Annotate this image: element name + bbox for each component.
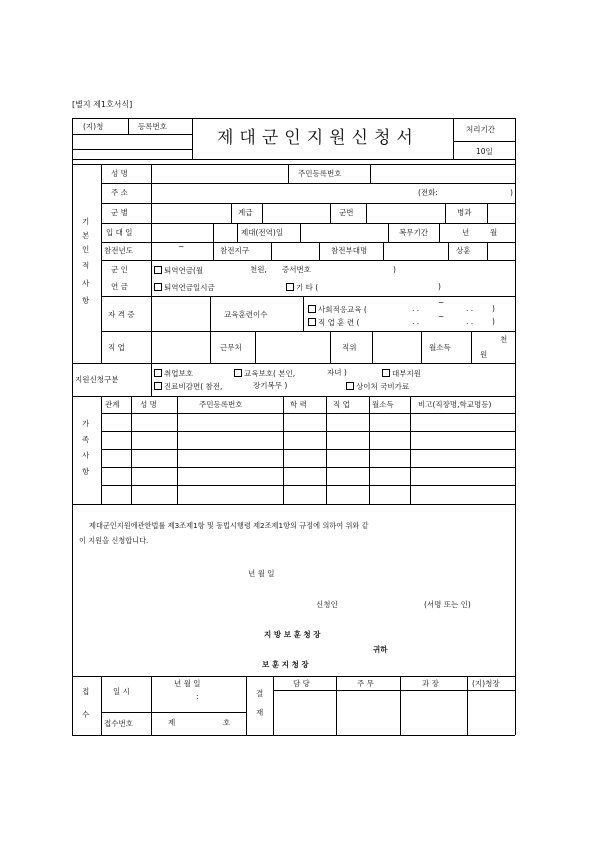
proc-period-value: 10일 <box>476 147 493 156</box>
basic-section-char: 적 <box>82 261 90 270</box>
receipt-colon: : <box>196 692 199 701</box>
receipt-no-label: 접수번호 <box>104 719 133 728</box>
workplace-label: 근무처 <box>220 343 242 352</box>
pension-label: 군 인 <box>111 265 128 274</box>
pension-label: 연 금 <box>111 282 128 291</box>
edu-opt1-dash: ~ <box>438 298 445 307</box>
branch-label: 군 별 <box>111 208 128 217</box>
position-label: 직위 <box>342 343 357 352</box>
checkbox-icon[interactable] <box>382 369 390 377</box>
family-col-header: 학 력 <box>290 400 307 409</box>
edu-opt2-dots: . . <box>466 317 474 326</box>
recipient-label: 보 훈 지 청 장 <box>262 660 309 669</box>
family-section-char: 족 <box>82 435 90 444</box>
family-section-char: 항 <box>82 467 90 476</box>
page-title: 제대군인지원신청서 <box>217 128 419 148</box>
family-col-header: 비고(직장명,학교명등) <box>418 400 492 409</box>
signature-label: (서명 또는 인) <box>424 600 471 609</box>
family-col-header: 성 명 <box>140 400 157 409</box>
edu-count-label: 교육훈련이수 <box>224 310 268 319</box>
checkbox-icon[interactable] <box>308 305 316 313</box>
basic-section-char: 항 <box>82 296 90 305</box>
support-employment[interactable]: 취업보호 <box>154 369 193 378</box>
receipt-ymd: 년 월 일 <box>174 679 201 688</box>
family-col-header: 주민등록번호 <box>199 400 243 409</box>
edu-opt1-dots: . . <box>412 304 420 313</box>
family-col-header: 직 업 <box>333 400 350 409</box>
war-area-label: 참전지구 <box>220 246 249 255</box>
edu-opt2-dash: ~ <box>438 312 445 321</box>
support-children: 자녀 ) <box>327 368 347 377</box>
checkbox-icon[interactable] <box>308 318 316 326</box>
proc-period-label: 처리기간 <box>466 125 495 134</box>
phone-close: ) <box>510 188 513 197</box>
pension-opt3-close: ) <box>438 282 441 291</box>
approval-role: (지)청장 <box>472 679 500 688</box>
war-unit-label: 참전부대명 <box>331 246 368 255</box>
pension-opt1-close: ) <box>393 265 396 274</box>
rank-label: 계급 <box>238 208 253 217</box>
agency-label: (지)청 <box>83 122 104 131</box>
checkbox-icon[interactable] <box>286 283 294 291</box>
receipt-char: 접 <box>82 687 90 696</box>
name-label: 성 명 <box>111 169 128 178</box>
receipt-je: 제 <box>168 718 176 727</box>
address-label: 주 소 <box>111 188 128 197</box>
checkbox-icon[interactable] <box>154 266 162 274</box>
income-unit: 원 <box>480 350 488 359</box>
family-section-char: 사 <box>82 451 90 460</box>
recipient-label: 지 방 보 훈 청 장 <box>264 630 321 639</box>
support-medical[interactable]: 진료비감면( 참전, <box>154 382 222 391</box>
month-label: 월 <box>490 228 498 237</box>
pension-opt3[interactable]: 기 타 ( <box>286 283 318 292</box>
approval-role: 담 당 <box>293 679 310 688</box>
rrn-label: 주민등록번호 <box>298 169 342 178</box>
applicant-label: 신청인 <box>316 600 338 609</box>
specialty-label: 병과 <box>457 208 472 217</box>
approval-char: 결 <box>256 689 264 698</box>
support-education[interactable]: 교육보호( 본인, <box>234 369 295 378</box>
award-label: 상훈 <box>456 246 471 255</box>
honorific-label: 귀하 <box>373 645 388 654</box>
edu-opt2[interactable]: 직 업 훈 련 ( <box>308 318 359 327</box>
service-no-label: 군번 <box>339 208 354 217</box>
support-label: 지원신청구분 <box>75 375 119 384</box>
family-col-header: 관계 <box>105 400 120 409</box>
job-label: 직 업 <box>108 343 125 352</box>
war-years-label: 참전년도 <box>104 246 133 255</box>
date-line: 년 월 일 <box>248 569 275 578</box>
checkbox-icon[interactable] <box>154 382 162 390</box>
approval-role: 과 장 <box>422 679 439 688</box>
edu-opt1[interactable]: 사회적응교육 ( <box>308 305 367 314</box>
pension-opt1-won: 천원, <box>250 265 267 274</box>
phone-label: (전화: <box>418 188 438 197</box>
family-col-header: 월소득 <box>372 400 394 409</box>
checkbox-icon[interactable] <box>154 283 162 291</box>
pension-opt1[interactable]: 퇴역연금(월 <box>154 266 203 275</box>
service-period-label: 복무기간 <box>399 228 428 237</box>
basic-section-char: 사 <box>82 279 90 288</box>
basic-section-char: 기 <box>82 217 90 226</box>
form-tag: [별지 제1호서식] <box>72 100 133 109</box>
enlist-label: 입 대 일 <box>106 228 133 237</box>
approval-char: 재 <box>256 708 264 717</box>
pension-opt2[interactable]: 퇴역연금일시금 <box>154 283 215 292</box>
support-burial[interactable]: 상이처 국비가료 <box>346 382 409 391</box>
basic-section-char: 인 <box>82 245 90 254</box>
war-years-dash: ~ <box>178 242 185 251</box>
year-label: 년 <box>462 228 470 237</box>
approval-role: 주 무 <box>357 679 374 688</box>
edu-opt1-close: ) <box>492 304 495 313</box>
checkbox-icon[interactable] <box>154 369 162 377</box>
checkbox-icon[interactable] <box>234 369 242 377</box>
income-unit: 천 <box>500 335 508 344</box>
income-label: 월소득 <box>429 343 451 352</box>
edu-opt2-close: ) <box>492 317 495 326</box>
receipt-datetime-label: 일 시 <box>113 687 130 696</box>
receipt-ho: 호 <box>223 718 231 727</box>
discharge-label: 제대(전역)일 <box>241 228 284 237</box>
edu-opt2-dots: . . <box>412 317 420 326</box>
checkbox-icon[interactable] <box>346 382 354 390</box>
support-loan[interactable]: 대부지원 <box>382 369 421 378</box>
pension-opt1-cert: 증서번호 <box>282 265 311 274</box>
reg-no-label: 등록번호 <box>138 122 167 131</box>
receipt-char: 수 <box>82 710 90 719</box>
family-section-char: 가 <box>82 419 90 428</box>
support-longterm: 장기복무 ) <box>253 381 288 390</box>
license-label: 자 격 증 <box>108 310 135 319</box>
declaration-text: 제대군인지원에관한법률 제3조제1항 및 동법시행령 제2조제1항의 규정에 의하여 위와 같 <box>89 521 369 530</box>
basic-section-char: 본 <box>82 231 90 240</box>
declaration-text: 이 지원을 신청합니다. <box>79 536 149 545</box>
edu-opt1-dots: . . <box>466 304 474 313</box>
